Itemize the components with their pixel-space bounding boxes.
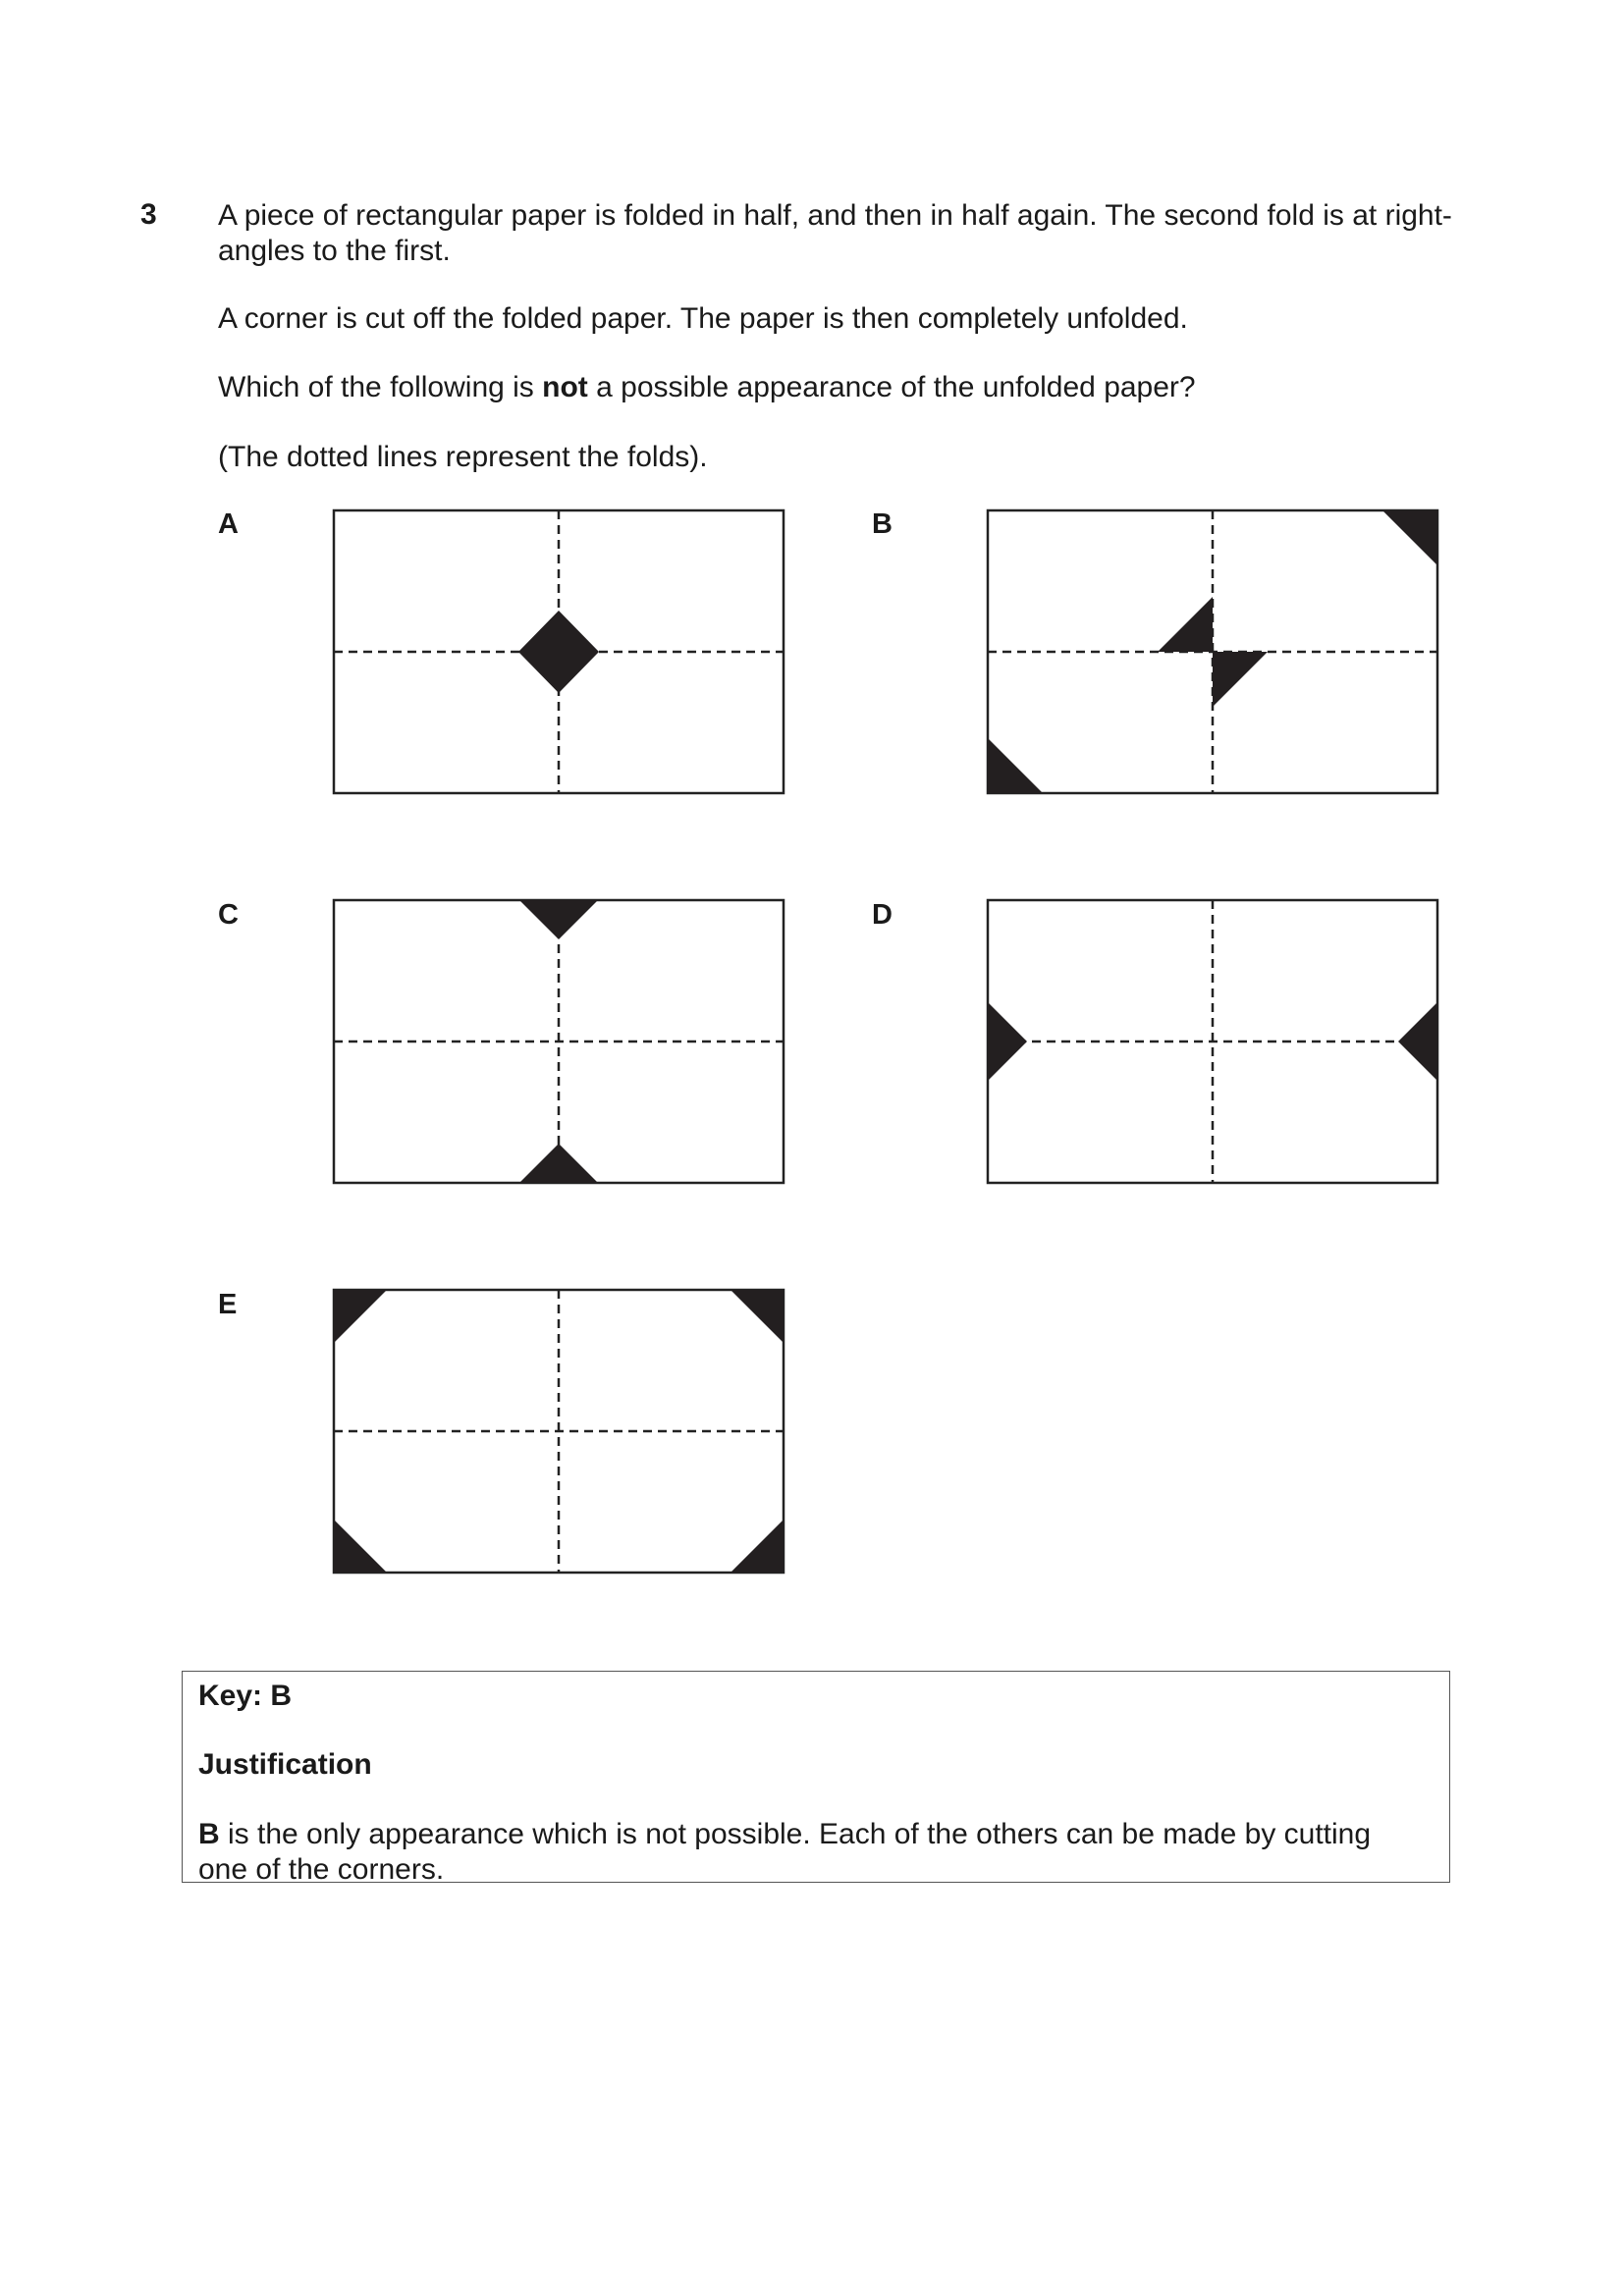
question-text-3-end: a possible appearance of the unfolded paper? — [587, 371, 1196, 403]
option-label-d: D — [872, 899, 893, 931]
option-label-a: A — [218, 508, 239, 540]
option-figure-b — [986, 508, 1439, 795]
question-text-2: A corner is cut off the folded paper. The paper is then completely unfolded. — [218, 302, 1188, 335]
justification-heading: Justification — [198, 1748, 372, 1781]
justification-option: B — [198, 1818, 220, 1850]
question-number: 3 — [140, 198, 157, 231]
option-figure-c — [332, 898, 785, 1185]
question-text-3 — [218, 370, 1494, 405]
option-label-c: C — [218, 899, 239, 931]
answer-key-box — [182, 1671, 1450, 1886]
question-text-4: (The dotted lines represent the folds). — [218, 441, 708, 473]
option-label-b: B — [872, 508, 893, 540]
justification-body: is the only appearance which is not possible. Each of the others can be made by cutting one of the corners. — [198, 1818, 1372, 1886]
option-figure-e — [332, 1288, 785, 1575]
justification-text — [198, 1817, 1416, 1888]
question-text-1: A piece of rectangular paper is folded in half, and then in half again. The second fold is at right-angles to the first. — [218, 199, 1452, 267]
question-text-3-start: Which of the following is — [218, 371, 543, 403]
answer-key-label: Key: B — [198, 1680, 293, 1712]
option-figure-a — [332, 508, 785, 795]
question-text-3-emphasis: not — [542, 371, 588, 403]
option-label-e: E — [218, 1289, 238, 1320]
option-figure-d — [986, 898, 1439, 1185]
